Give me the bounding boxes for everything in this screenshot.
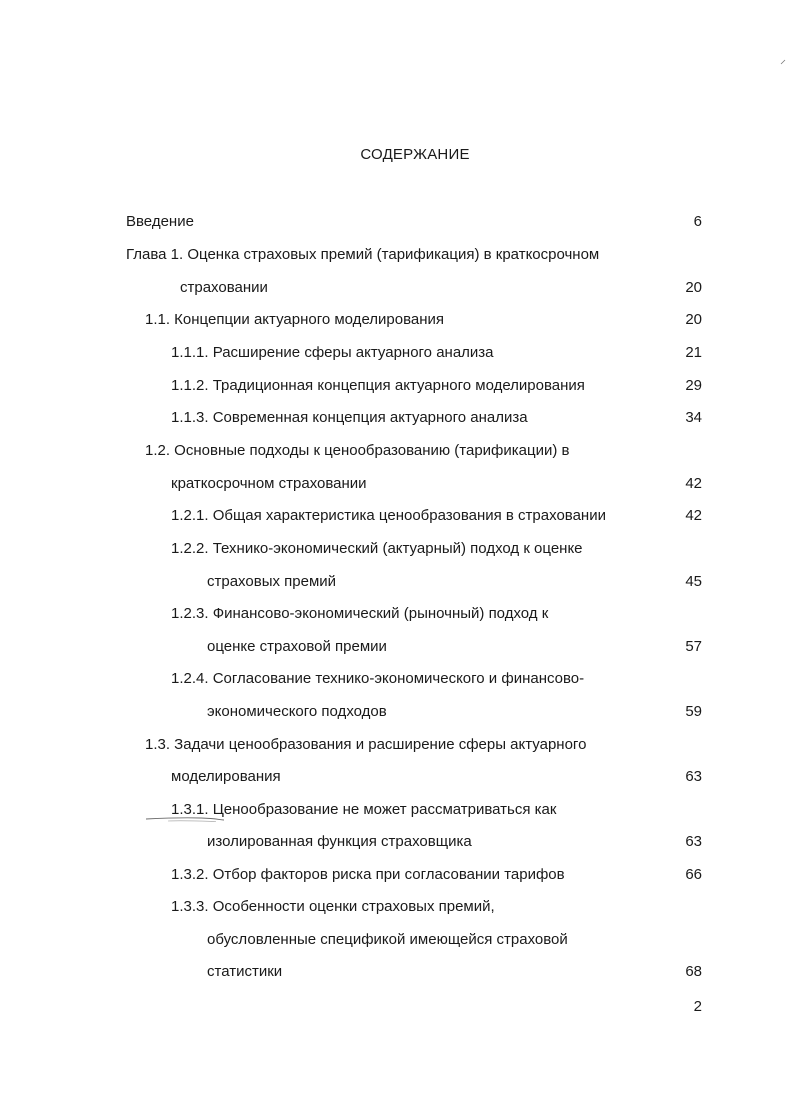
toc-entry-text: 1.3.2. Отбор факторов риска при согласовании тарифов (171, 866, 565, 883)
toc-entry-text: 1.2.1. Общая характеристика ценообразования в страховании (171, 507, 606, 524)
toc-entry-page: 20 (685, 311, 702, 328)
toc-entry-page: 68 (685, 963, 702, 980)
toc-entry-text: 1.3. Задачи ценообразования и расширение сферы актуарного (145, 736, 587, 753)
toc-entry-page: 6 (693, 213, 702, 230)
toc-entry-text: 1.3.1. Ценообразование не может рассматриваться как (171, 801, 557, 818)
toc-entry-text: 1.1.1. Расширение сферы актуарного анализа (171, 344, 494, 361)
toc-entry-text: 1.1.3. Современная концепция актуарного анализа (171, 409, 528, 426)
toc-entry-text: страховании (180, 279, 268, 296)
toc-entry-text: 1.3.3. Особенности оценки страховых премий, (171, 898, 495, 915)
toc-entry-page: 63 (685, 833, 702, 850)
toc-entry-text: статистики (207, 963, 283, 980)
toc-entry-text: 1.2. Основные подходы к ценообразованию (тарификации) в (145, 442, 570, 459)
toc-entry-text: Глава 1. Оценка страховых премий (тарификация) в краткосрочном (126, 246, 600, 263)
toc-entry-text: Введение (126, 213, 194, 230)
toc-entry-page: 29 (685, 377, 702, 394)
toc-entry-text: 1.2.3. Финансово-экономический (рыночный) подход к (171, 605, 549, 622)
toc-entry-text: 1.2.2. Технико-экономический (актуарный) подход к оценке (171, 540, 583, 557)
toc-entry-page: 20 (685, 279, 702, 296)
toc-entry-text: 1.1. Концепции актуарного моделирования (145, 311, 445, 328)
toc-entry-text: моделирования (171, 768, 281, 785)
toc-entry-page: 63 (685, 768, 702, 785)
toc-entry-page: 21 (685, 344, 702, 361)
toc-entry-page: 42 (685, 475, 702, 492)
pen-underline-mark (146, 815, 224, 823)
scan-mark (779, 58, 789, 66)
toc-entry-text: 1.2.4. Согласование технико-экономического и финансово- (171, 670, 585, 687)
toc-entry-page: 45 (685, 573, 702, 590)
toc-entry-text: страховых премий (207, 573, 337, 590)
toc-entry-page: 34 (685, 409, 702, 426)
toc-entry-text: оценке страховой премии (207, 638, 387, 655)
toc-entry-text: изолированная функция страховщика (207, 833, 472, 850)
toc-entry-page: 57 (685, 638, 702, 655)
toc-entry-page: 59 (685, 703, 702, 720)
toc-entry-text: обусловленные спецификой имеющейся страховой (207, 931, 568, 948)
toc-entry-text: экономического подходов (207, 703, 387, 720)
page-title: СОДЕРЖАНИЕ (360, 146, 470, 163)
toc-entry-page: 66 (685, 866, 702, 883)
toc-entry-page: 42 (685, 507, 702, 524)
toc-entry-text: 1.1.2. Традиционная концепция актуарного моделирования (171, 377, 585, 394)
toc-entry-text: краткосрочном страховании (171, 475, 367, 492)
page-number: 2 (693, 998, 702, 1015)
